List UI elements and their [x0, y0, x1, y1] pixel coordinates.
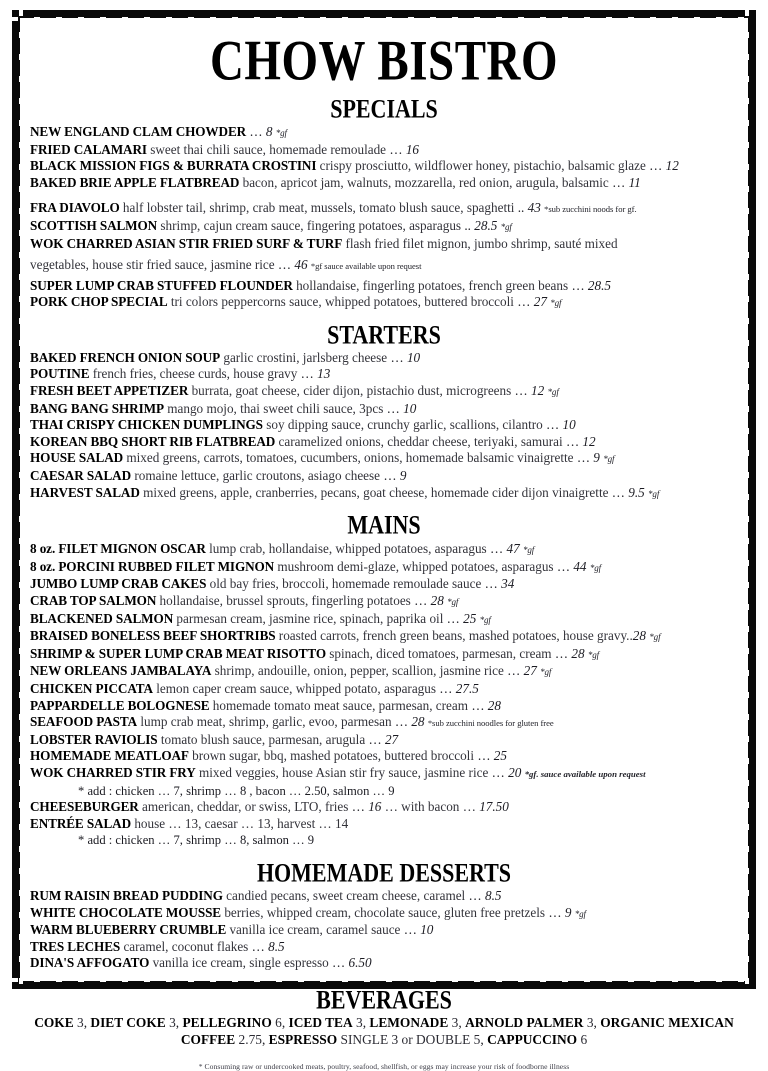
menu-item-description: crispy prosciutto, wildflower honey, pistachio, balsamic glaze	[319, 158, 646, 174]
menu-item-price: 13	[317, 366, 331, 382]
menu-item-name: BLACKENED SALMON	[30, 610, 174, 626]
menu-item-name: RUM RAISIN BREAD PUDDING	[30, 887, 223, 903]
section-title-specials: SPECIALS	[330, 93, 438, 124]
beverage-price: 3	[356, 1014, 363, 1030]
menu-item-gf-tag: *gf	[550, 298, 562, 309]
menu-item-description: vegetables, house stir fried sauce, jasmine rice	[30, 257, 275, 273]
menu-item-price: 10	[406, 349, 421, 365]
menu-item-name: HARVEST SALAD	[30, 484, 140, 500]
menu-item-name: LOBSTER RAVIOLIS	[30, 731, 158, 747]
menu-item-description: burrata, goat cheese, cider dijon, pistachio dust, microgreens	[191, 383, 512, 399]
menu-item-description: candied pecans, sweet cream cheese, caramel	[226, 887, 466, 903]
menu-item-name: CRAB TOP SALMON	[30, 593, 157, 608]
menu-item-description: mushroom demi-glaze, whipped potatoes, asparagus	[277, 558, 554, 574]
menu-item-name: 8 oz. PORCINI RUBBED FILET MIGNON	[30, 558, 275, 574]
menu-item-name: SHRIMP & SUPER LUMP CRAB MEAT RISOTTO	[30, 645, 326, 661]
menu-item-description: roasted carrots, french green beans, mashed potatoes, house gravy..	[278, 628, 633, 644]
menu-item-gf-tag: *gf	[587, 649, 600, 660]
menu-item	[30, 628, 738, 646]
menu-item-description: tomato blush sauce, parmesan, arugula	[160, 731, 366, 747]
menu-item-note: *gf sauce available upon request	[310, 261, 422, 272]
menu-item: CHICKEN PICCATA lemon caper cream sauce, whipped potato, asparagus … 27.5	[30, 680, 479, 696]
menu-item-description: lump crab, hollandaise, whipped potatoes, asparagus	[209, 541, 487, 557]
menu-item: BAKED FRENCH ONION SOUP garlic crostini, jarlsberg cheese … 10	[30, 349, 421, 365]
menu-item-name: WOK CHARRED STIR FRY	[30, 764, 196, 780]
menu-item-price: 8	[265, 123, 273, 139]
menu-item-price: 16	[368, 799, 382, 815]
section-title-desserts: HOMEMADE DESSERTS	[256, 857, 512, 888]
menu-item-note: *sub zucchini noods for gf.	[544, 204, 637, 215]
menu-item-name: CHEESEBURGER	[30, 799, 139, 815]
menu-item-price: 11	[628, 174, 641, 190]
menu-item-price: 34	[501, 576, 515, 592]
menu-item-gf-tag: *gf	[547, 387, 559, 398]
menu-item-description: shrimp, andouille, onion, pepper, scallion, jasmine rice	[214, 663, 504, 679]
beverage-name: COKE	[34, 1014, 74, 1030]
menu-item	[30, 236, 738, 253]
menu-item	[30, 816, 738, 833]
menu-item-price: 9	[399, 468, 407, 484]
menu-item-list-starters	[30, 350, 738, 502]
menu-item-description: american, cheddar, or swiss, LTO, fries	[142, 799, 349, 815]
menu-item-name: NEW ORLEANS JAMBALAYA	[30, 663, 212, 679]
menu-item-description: shrimp, cajun cream sauce, fingering potatoes, asparagus	[160, 217, 462, 233]
menu-item-price: 10	[562, 417, 576, 433]
menu-item: TRES LECHES caramel, coconut flakes … 8.5	[30, 938, 285, 954]
beverage-price: 6	[580, 1031, 588, 1047]
menu-item: 8 oz. PORCINI RUBBED FILET MIGNON mushroom demi-glaze, whipped potatoes, asparagus … 44 *gf	[30, 558, 602, 574]
frame-notch-left	[19, 10, 23, 989]
menu-item-description: vanilla ice cream, single espresso	[152, 955, 329, 971]
menu-item-name: TRES LECHES	[30, 938, 121, 954]
menu-item-gf-tag: *gf	[603, 454, 615, 465]
menu-item-name: PORK CHOP SPECIAL	[30, 294, 168, 310]
menu-item-suffix: … with bacon …	[384, 799, 480, 815]
menu-item-price: 10	[403, 400, 417, 416]
menu-item: PORK CHOP SPECIAL tri colors peppercorns sauce, whipped potatoes, buttered broccoli … 27 *gf	[30, 294, 562, 310]
menu-item: WHITE CHOCOLATE MOUSSE berries, whipped cream, chocolate sauce, gluten free pretzels … 9 *gf	[30, 904, 586, 920]
menu-item: KOREAN BBQ SHORT RIB FLATBREAD caramelized onions, cheddar cheese, teriyaki, samurai … 12	[30, 433, 596, 449]
menu-item: HARVEST SALAD mixed greens, apple, cranberries, pecans, goat cheese, homemade cider dijon vinaigrette … 9.5 *gf	[30, 484, 660, 500]
menu-item-price: 12	[582, 433, 596, 449]
menu-item-description: flash fried filet mignon, jumbo shrimp, sauté mixed	[345, 235, 618, 251]
menu-item-name: BAKED BRIE APPLE FLATBREAD	[30, 174, 240, 190]
menu-item-price: 16	[405, 141, 420, 157]
beverage-price: 6	[275, 1014, 282, 1030]
menu-item-price: 27	[533, 294, 547, 310]
beverage-name: COFFEE	[180, 1031, 236, 1047]
menu-item-price: 8.5	[485, 887, 502, 903]
menu-item-list-specials	[30, 124, 738, 312]
menu-item-name: ENTRÉE SALAD	[30, 815, 132, 831]
menu-item: BANG BANG SHRIMP mango mojo, thai sweet chili sauce, 3pcs … 10	[30, 400, 417, 416]
menu-item-price: 12	[531, 383, 545, 399]
menu-item-price: 9	[593, 450, 600, 466]
menu-item-price: 28	[487, 697, 501, 713]
menu-item-name: FRIED CALAMARI	[30, 141, 147, 157]
menu-item-description: homemade tomato meat sauce, parmesan, cream	[212, 697, 469, 713]
restaurant-title: CHOW BISTRO	[209, 29, 559, 93]
section-title-mains: MAINS	[347, 509, 421, 540]
menu-item-name: SUPER LUMP CRAB STUFFED FLOUNDER	[30, 277, 293, 293]
beverage-name: PELLEGRINO	[182, 1014, 272, 1030]
beverage-name: ICED TEA	[288, 1014, 353, 1030]
section-title-beverages: BEVERAGES	[316, 984, 452, 1015]
menu-item-gf-tag: *gf	[540, 667, 552, 678]
menu-item-price: 28.5	[587, 277, 611, 293]
menu-item-price: 27	[523, 663, 537, 679]
menu-item: BAKED BRIE APPLE FLATBREAD bacon, apricot jam, walnuts, mozzarella, red onion, arugula, balsamic … 11	[30, 174, 641, 190]
beverage-name: LEMONADE	[369, 1014, 449, 1030]
beverage-name: CAPPUCCINO	[487, 1031, 578, 1047]
menu-item: DINA'S AFFOGATO vanilla ice cream, single espresso … 6.50	[30, 955, 372, 971]
menu-item-price: 8.5	[268, 938, 285, 954]
menu-item-description: garlic crostini, jarlsberg cheese	[223, 349, 388, 365]
menu-item-name: PAPPARDELLE BOLOGNESE	[30, 697, 210, 713]
menu-item-name: WHITE CHOCOLATE MOUSSE	[30, 904, 222, 920]
menu-item-note: *sub zucchini noodles for gluten free	[427, 718, 554, 729]
menu-item-price: 20	[508, 764, 522, 780]
menu-item-price: 9.5	[628, 484, 645, 500]
menu-item-gf-tag: *gf	[522, 545, 535, 556]
menu-item-gf-tag: *gf	[649, 632, 661, 643]
menu-item: NEW ORLEANS JAMBALAYA shrimp, andouille, onion, pepper, scallion, jasmine rice … 27 *gf	[30, 663, 552, 679]
menu-item: RUM RAISIN BREAD PUDDING candied pecans, sweet cream cheese, caramel … 8.5	[30, 887, 502, 903]
menu-item-name: HOUSE SALAD	[30, 450, 124, 466]
menu-item-name: POUTINE	[30, 366, 90, 382]
menu-item-name: 8 oz. FILET MIGNON OSCAR	[30, 541, 206, 557]
menu-item-name: WOK CHARRED ASIAN STIR FRIED SURF & TURF	[30, 235, 343, 251]
menu-item: FRESH BEET APPETIZER burrata, goat cheese, cider dijon, pistachio dust, microgreens … 12 *gf	[30, 383, 559, 399]
menu-item-price: 27	[384, 731, 399, 747]
menu-item-price: 28	[411, 714, 425, 730]
beverage-line: COFFEE 2.75, ESPRESSO SINGLE 3 or DOUBLE 5, CAPPUCCINO 6	[180, 1031, 588, 1047]
allergen-disclaimer: * Consuming raw or undercooked meats, poultry, seafood, shellfish, or eggs may increase your risk of foodborne illness	[198, 1061, 570, 1071]
beverage-price: 3	[77, 1014, 84, 1030]
menu-item-description: house … 13, caesar … 13, harvest … 14	[134, 815, 349, 831]
menu-item: POUTINE french fries, cheese curds, house gravy … 13	[30, 366, 331, 382]
menu-item-gf-tag: *gf	[479, 614, 491, 625]
menu-item-name: KOREAN BBQ SHORT RIB FLATBREAD	[30, 433, 276, 449]
menu-item-name: WARM BLUEBERRY CRUMBLE	[30, 922, 227, 938]
section-spacer	[30, 191, 738, 200]
menu-item: WARM BLUEBERRY CRUMBLE vanilla ice cream, caramel sauce … 10	[30, 922, 434, 938]
menu-item: BLACKENED SALMON parmesan cream, jasmine rice, spinach, paprika oil … 25 *gf	[30, 610, 491, 626]
menu-item-name: DINA'S AFFOGATO	[30, 955, 150, 971]
menu-item-description: tri colors peppercorns sauce, whipped potatoes, buttered broccoli	[170, 294, 514, 310]
menu-item-name: BANG BANG SHRIMP	[30, 400, 164, 416]
menu-item-note: *gf. sauce available upon request	[524, 768, 646, 779]
menu-item-price: 6.50	[348, 955, 372, 971]
menu-item-list-mains	[30, 541, 738, 849]
menu-item-price: 43	[527, 200, 541, 216]
beverage-price: 2.75	[238, 1031, 262, 1047]
menu-item-price: 28	[571, 645, 585, 661]
beverage-price: 3	[451, 1014, 459, 1030]
beverage-name: ESPRESSO	[268, 1031, 338, 1047]
menu-item-list-desserts	[30, 888, 738, 972]
menu-item-name: HOMEMADE MEATLOAF	[30, 748, 189, 764]
menu-content	[30, 20, 738, 1071]
menu-item-description: berries, whipped cream, chocolate sauce, gluten free pretzels	[224, 904, 546, 920]
beverage-name: DIET COKE	[90, 1014, 166, 1030]
menu-item: FRIED CALAMARI sweet thai chili sauce, homemade remoulade … 16	[30, 141, 420, 157]
menu-item-description: sweet thai chili sauce, homemade remoulade	[150, 141, 387, 157]
menu-item-name: CAESAR SALAD	[30, 468, 132, 484]
menu-item: HOUSE SALAD mixed greens, carrots, tomatoes, cucumbers, onions, homemade balsamic vinaigrette … 9 *gf	[30, 450, 615, 466]
menu-item: CAESAR SALAD romaine lettuce, garlic croutons, asiago cheese … 9	[30, 468, 407, 484]
menu-sections	[30, 93, 738, 972]
menu-item-price: 46	[294, 257, 308, 273]
menu-item-description: mixed greens, apple, cranberries, pecans, goat cheese, homemade cider dijon vinaigrette	[143, 484, 609, 500]
menu-item-gf-tag: *gf	[275, 127, 287, 138]
menu-item: JUMBO LUMP CRAB CAKES old bay fries, broccoli, homemade remoulade sauce … 34	[30, 576, 515, 592]
menu-item-description: half lobster tail, shrimp, crab meat, mussels, tomato blush sauce, spaghetti	[122, 200, 515, 216]
menu-item-addons: * add : chicken … 7, shrimp … 8 , bacon … 2.50, salmon … 9	[78, 783, 395, 798]
menu-item-description: mango mojo, thai sweet chili sauce, 3pcs	[167, 400, 384, 416]
menu-item-description: french fries, cheese curds, house gravy	[92, 366, 298, 382]
menu-item-name: JUMBO LUMP CRAB CAKES	[30, 576, 207, 592]
beverage-price: SINGLE 3 or DOUBLE 5	[340, 1031, 481, 1047]
menu-item-price: 47	[506, 541, 520, 557]
menu-item-gf-tag: *gf	[648, 488, 660, 499]
menu-item: PAPPARDELLE BOLOGNESE homemade tomato meat sauce, parmesan, cream … 28	[30, 697, 501, 713]
menu-item-description: romaine lettuce, garlic croutons, asiago cheese	[134, 468, 381, 484]
menu-item: BLACK MISSION FIGS & BURRATA CROSTINI crispy prosciutto, wildflower honey, pistachio, balsamic glaze … 12	[30, 158, 679, 174]
menu-item-name: CHICKEN PICCATA	[30, 680, 153, 696]
menu-item-description: parmesan cream, jasmine rice, spinach, paprika oil	[176, 610, 444, 626]
menu-item-gf-tag: *gf	[500, 221, 512, 232]
menu-item-description: soy dipping sauce, crunchy garlic, scallions, cilantro	[266, 417, 543, 433]
menu-item-gf-tag: *gf	[589, 562, 602, 573]
menu-item: WOK CHARRED STIR FRY mixed veggies, house Asian stir fry sauce, jasmine rice … 20 *gf. sauce available upon request	[30, 764, 646, 780]
menu-item-name: NEW ENGLAND CLAM CHOWDER	[30, 123, 247, 139]
menu-item-name: BRAISED BONELESS BEEF SHORTRIBS	[30, 628, 276, 644]
menu-item-description: mixed greens, carrots, tomatoes, cucumbers, onions, homemade balsamic vinaigrette	[126, 450, 574, 466]
menu-item: NEW ENGLAND CLAM CHOWDER … 8 *gf	[30, 123, 287, 139]
menu-item-price: 25	[463, 610, 477, 626]
menu-item-gf-tag: *gf	[447, 597, 459, 607]
menu-item-description: caramelized onions, cheddar cheese, teriyaki, samurai	[278, 433, 563, 449]
menu-item-name: FRESH BEET APPETIZER	[30, 383, 189, 399]
menu-item-description: vanilla ice cream, caramel sauce	[229, 922, 401, 938]
menu-item-description: old bay fries, broccoli, homemade remoulade sauce	[209, 576, 482, 592]
menu-item-name: SCOTTISH SALMON	[30, 217, 158, 233]
menu-item-price: 28	[632, 628, 646, 644]
menu-item-gf-tag: *gf	[574, 908, 586, 919]
menu-item-price: 10	[420, 922, 434, 938]
menu-item: HOMEMADE MEATLOAF brown sugar, bbq, mashed potatoes, buttered broccoli … 25	[30, 748, 507, 764]
menu-item-description: caramel, coconut flakes	[123, 938, 249, 954]
menu-item-name: SEAFOOD PASTA	[30, 714, 138, 730]
menu-item-name: BAKED FRENCH ONION SOUP	[30, 349, 221, 365]
menu-item-price: 44	[573, 558, 587, 574]
menu-item-description: spinach, diced tomatoes, parmesan, cream	[329, 645, 552, 661]
menu-item-price: 28.5	[474, 217, 498, 233]
menu-item: THAI CRISPY CHICKEN DUMPLINGS soy dipping sauce, crunchy garlic, scallions, cilantro … 10	[30, 417, 576, 433]
menu-item-suffix-price: 17.50	[479, 799, 509, 815]
menu-item-description: lemon caper cream sauce, whipped potato, asparagus	[156, 680, 436, 696]
menu-item-price: 25	[493, 748, 507, 764]
menu-item-name: THAI CRISPY CHICKEN DUMPLINGS	[30, 417, 263, 433]
menu-item-continuation: vegetables, house stir fried sauce, jasmine rice … 46 *gf sauce available upon request	[30, 257, 422, 273]
menu-item: SEAFOOD PASTA lump crab meat, shrimp, garlic, evoo, parmesan … 28 *sub zucchini noodles for gluten free	[30, 714, 554, 730]
menu-item: CHEESEBURGER american, cheddar, or swiss, LTO, fries … 16 … with bacon … 17.50	[30, 799, 509, 815]
menu-item: LOBSTER RAVIOLIS tomato blush sauce, parmesan, arugula … 27	[30, 731, 399, 747]
section-title-starters: STARTERS	[327, 319, 441, 350]
menu-item-name: BLACK MISSION FIGS & BURRATA CROSTINI	[30, 158, 317, 174]
menu-item-price: 12	[665, 158, 679, 174]
menu-item-description: hollandaise, fingerling potatoes, french green beans	[296, 277, 569, 293]
menu-item-description: mixed veggies, house Asian stir fry sauce, jasmine rice	[199, 764, 489, 780]
menu-item: SUPER LUMP CRAB STUFFED FLOUNDER hollandaise, fingerling potatoes, french green beans … 28.5	[30, 277, 611, 293]
menu-item-description: brown sugar, bbq, mashed potatoes, buttered broccoli	[192, 748, 475, 764]
menu-item-description: hollandaise, brussel sprouts, fingerling potatoes	[159, 593, 411, 608]
menu-item-description: lump crab meat, shrimp, garlic, evoo, parmesan	[140, 714, 392, 730]
menu-item-description: bacon, apricot jam, walnuts, mozzarella, red onion, arugula, balsamic	[242, 174, 609, 190]
menu-item: SCOTTISH SALMON shrimp, cajun cream sauce, fingering potatoes, asparagus .. 28.5 *gf	[30, 217, 512, 233]
menu-item-price: 9	[564, 904, 572, 920]
beverages-block	[30, 1014, 738, 1048]
menu-item-price: 28	[430, 593, 444, 608]
beverage-line: COKE 3, DIET COKE 3, PELLEGRINO 6, ICED TEA 3, LEMONADE 3, ARNOLD PALMER 3, ORGANIC MEXICAN	[34, 1014, 734, 1030]
menu-item-name: FRA DIAVOLO	[30, 200, 120, 216]
frame-notch-right	[745, 10, 749, 989]
menu-item: 8 oz. FILET MIGNON OSCAR lump crab, hollandaise, whipped potatoes, asparagus … 47 *gf	[30, 541, 535, 557]
menu-item: CRAB TOP SALMON hollandaise, brussel sprouts, fingerling potatoes … 28 *gf	[30, 593, 459, 608]
menu-item-price: 27.5	[455, 680, 479, 696]
menu-item: FRA DIAVOLO half lobster tail, shrimp, crab meat, mussels, tomato blush sauce, spaghetti .. 43 *sub zucchini noods for gf.	[30, 200, 637, 216]
beverage-price: 3	[169, 1014, 176, 1030]
beverage-name: ARNOLD PALMER	[465, 1014, 584, 1030]
menu-item: SHRIMP & SUPER LUMP CRAB MEAT RISOTTO spinach, diced tomatoes, parmesan, cream … 28 *gf	[30, 645, 600, 661]
beverage-price: 3	[586, 1014, 594, 1030]
menu-item-addons: * add : chicken … 7, shrimp … 8, salmon … 9	[78, 833, 315, 848]
beverage-name: ORGANIC MEXICAN	[600, 1014, 734, 1030]
